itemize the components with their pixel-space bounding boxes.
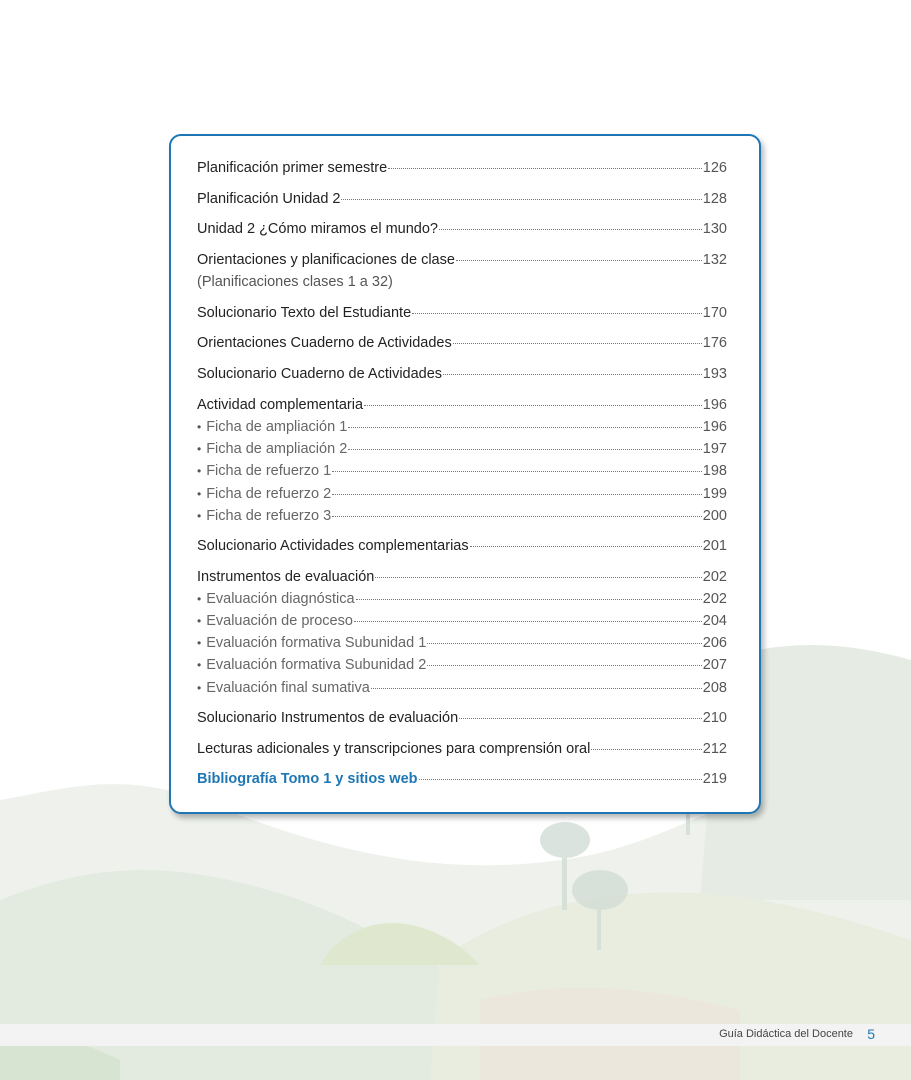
toc-entry[interactable] (197, 738, 727, 760)
bullet-icon: • (197, 636, 202, 650)
dot-leader (332, 470, 702, 472)
toc-entry-page: 210 (702, 710, 727, 726)
toc-subentry[interactable] (197, 416, 727, 438)
toc-entry-title: Unidad 2 ¿Cómo miramos el mundo? (197, 221, 438, 237)
toc-entry[interactable] (197, 302, 727, 324)
toc-subentry[interactable] (197, 677, 727, 699)
toc-entry-page: 212 (702, 741, 727, 757)
toc-entry-title: Instrumentos de evaluación (197, 569, 375, 585)
toc-entry-page: 196 (702, 397, 727, 413)
toc-entry-title: Ficha de refuerzo 2 (206, 486, 332, 502)
toc-entry-page: 202 (702, 569, 727, 585)
toc-entry[interactable] (197, 707, 727, 729)
toc-entry-page: 128 (702, 191, 727, 207)
toc-entry-title: Ficha de ampliación 2 (206, 441, 348, 457)
bullet-icon: • (197, 509, 202, 523)
toc-entry[interactable] (197, 249, 727, 293)
toc-entry-page: 202 (702, 591, 727, 607)
dot-leader (332, 515, 702, 517)
toc-entry-page: 126 (702, 160, 727, 176)
toc-entry-page: 200 (702, 508, 727, 524)
toc-entry-title: Solucionario Instrumentos de evaluación (197, 710, 459, 726)
dot-leader (388, 167, 702, 169)
toc-entry-page: 130 (702, 221, 727, 237)
toc-entry-bibliography[interactable] (197, 768, 727, 790)
toc-entry-title: Evaluación final sumativa (206, 680, 370, 696)
toc-entry-title: Solucionario Actividades complementarias (197, 538, 469, 554)
toc-subentry[interactable] (197, 654, 727, 676)
footer-label: Guía Didáctica del Docente (719, 1028, 853, 1040)
toc-entry-title: Ficha de refuerzo 3 (206, 508, 332, 524)
toc-subentry[interactable] (197, 460, 727, 482)
toc-subentry[interactable] (197, 505, 727, 527)
dot-leader (419, 778, 702, 780)
toc-entry-page: 219 (702, 771, 727, 787)
toc-entry[interactable] (197, 566, 727, 588)
dot-leader (356, 598, 702, 600)
toc-entry-title: Evaluación diagnóstica (206, 591, 355, 607)
bullet-icon: • (197, 420, 202, 434)
dot-leader (453, 342, 702, 344)
toc-entry-page: 198 (702, 463, 727, 479)
toc-entry-note: (Planificaciones clases 1 a 32) (197, 274, 393, 290)
toc-entry-title: Actividad complementaria (197, 397, 364, 413)
dot-leader (459, 717, 702, 719)
toc-entry-title: Ficha de refuerzo 1 (206, 463, 332, 479)
toc-entry[interactable] (197, 363, 727, 385)
bullet-icon: • (197, 658, 202, 672)
bullet-icon: • (197, 487, 202, 501)
bullet-icon: • (197, 681, 202, 695)
bullet-icon: • (197, 614, 202, 628)
toc-entry-page: 206 (702, 635, 727, 651)
toc-entry-page: 207 (702, 657, 727, 673)
toc-entry-title: Planificación primer semestre (197, 160, 388, 176)
toc-subentry[interactable] (197, 483, 727, 505)
page-number: 5 (867, 1026, 875, 1042)
toc-subentry[interactable] (197, 632, 727, 654)
toc-entry-page: 199 (702, 486, 727, 502)
dot-leader (348, 426, 702, 428)
dot-leader (354, 620, 702, 622)
toc-subentry[interactable] (197, 588, 727, 610)
toc-entry-page: 208 (702, 680, 727, 696)
toc-entry-title: Bibliografía Tomo 1 y sitios web (197, 771, 418, 787)
toc-entry[interactable] (197, 188, 727, 210)
toc-entry-title: Orientaciones y planificaciones de clase (197, 252, 455, 268)
dot-leader (470, 545, 702, 547)
toc-entry-title: Evaluación formativa Subunidad 2 (206, 657, 427, 673)
toc-entry-title: Solucionario Texto del Estudiante (197, 305, 412, 321)
toc-entry-title: Lecturas adicionales y transcripciones para comprensión oral (197, 741, 591, 757)
toc-subentry[interactable] (197, 438, 727, 460)
dot-leader (371, 687, 702, 689)
toc-entry-title: Planificación Unidad 2 (197, 191, 341, 207)
toc-entry-page: 170 (702, 305, 727, 321)
bullet-icon: • (197, 464, 202, 478)
toc-entry-page: 201 (702, 538, 727, 554)
dot-leader (591, 748, 701, 750)
dot-leader (332, 493, 702, 495)
toc-entry-page: 176 (702, 335, 727, 351)
toc-entry[interactable] (197, 535, 727, 557)
dot-leader (341, 198, 701, 200)
toc-entry-title: Evaluación formativa Subunidad 1 (206, 635, 427, 651)
dot-leader (364, 404, 702, 406)
toc-entry-page: 196 (702, 419, 727, 435)
toc-entry-title: Solucionario Cuaderno de Actividades (197, 366, 443, 382)
toc-entry-title: Ficha de ampliación 1 (206, 419, 348, 435)
dot-leader (427, 642, 702, 644)
dot-leader (443, 373, 702, 375)
toc-entry-page: 204 (702, 613, 727, 629)
toc-subentry[interactable] (197, 610, 727, 632)
dot-leader (412, 312, 702, 314)
dot-leader (427, 664, 702, 666)
toc-entry-page: 132 (702, 252, 727, 268)
bullet-icon: • (197, 592, 202, 606)
toc-entry-page: 197 (702, 441, 727, 457)
toc-entry[interactable] (197, 218, 727, 240)
toc-entry-title: Orientaciones Cuaderno de Actividades (197, 335, 452, 351)
toc-entry[interactable] (197, 394, 727, 416)
bullet-icon: • (197, 442, 202, 456)
dot-leader (375, 576, 701, 578)
toc-entry-title: Evaluación de proceso (206, 613, 353, 629)
dot-leader (439, 228, 702, 230)
toc-entry[interactable] (197, 157, 727, 179)
dot-leader (456, 259, 702, 261)
dot-leader (348, 448, 702, 450)
toc-entry-page: 193 (702, 366, 727, 382)
toc-entry[interactable] (197, 332, 727, 354)
